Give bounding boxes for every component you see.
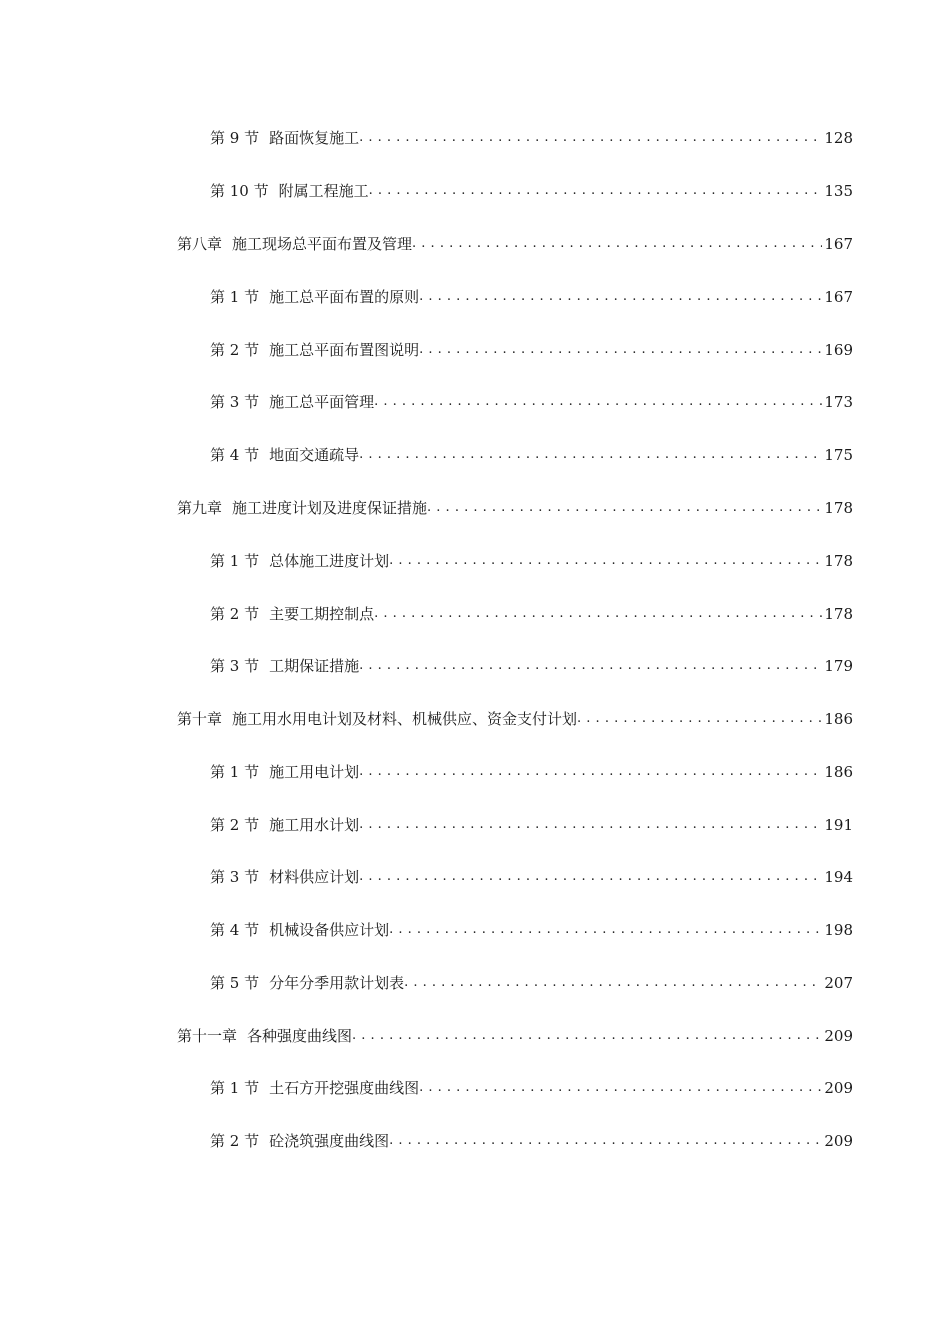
toc-entry-page: 209 [824, 1027, 853, 1045]
toc-entry-number: 第十一章 [177, 1027, 238, 1045]
toc-entry[interactable] [210, 758, 853, 782]
toc-entry-page: 209 [824, 1079, 853, 1097]
toc-entry-page: 135 [824, 182, 853, 200]
toc-entry[interactable] [210, 283, 853, 307]
toc-entry-page: 207 [824, 974, 853, 992]
toc-entry-page: 198 [824, 921, 853, 939]
toc-entry-page: 167 [824, 288, 853, 306]
toc-chapter-entry[interactable] [177, 230, 853, 254]
toc-entry-number: 第 1 节 [210, 552, 260, 570]
toc-entry-number: 第 4 节 [210, 921, 260, 939]
toc-entry-page: 179 [824, 657, 853, 675]
toc-entry-title: 施工总平面管理 [269, 393, 375, 411]
toc-entry-title: 地面交通疏导 [269, 446, 360, 464]
toc-entry[interactable] [210, 441, 853, 465]
toc-entry-number: 第 3 节 [210, 393, 260, 411]
toc-dot-leader [359, 815, 822, 835]
toc-entry-page: 128 [824, 129, 853, 147]
toc-dot-leader [419, 1078, 822, 1098]
toc-entry-number: 第 5 节 [210, 974, 260, 992]
toc-entry-page: 186 [824, 710, 853, 728]
toc-dot-leader [577, 709, 822, 729]
toc-chapter-entry[interactable] [177, 494, 853, 518]
toc-entry-number: 第八章 [177, 235, 223, 253]
toc-dot-leader [404, 973, 822, 993]
toc-dot-leader [389, 920, 822, 940]
toc-dot-leader [389, 551, 822, 571]
toc-entry-page: 175 [824, 446, 853, 464]
toc-entry-number: 第 3 节 [210, 657, 260, 675]
toc-entry-title: 机械设备供应计划 [269, 921, 390, 939]
toc-entry-page: 191 [824, 816, 853, 834]
toc-entry-page: 209 [824, 1132, 853, 1150]
toc-entry-title: 土石方开挖强度曲线图 [269, 1079, 420, 1097]
toc-entry-title: 路面恢复施工 [269, 129, 360, 147]
toc-chapter-entry[interactable] [177, 1022, 853, 1046]
toc-entry-title: 分年分季用款计划表 [269, 974, 405, 992]
toc-entry[interactable] [210, 1127, 853, 1151]
toc-entry-title: 施工用水计划 [269, 816, 360, 834]
toc-entry[interactable] [210, 969, 853, 993]
toc-entry-number: 第 2 节 [210, 341, 260, 359]
toc-chapter-entry[interactable] [177, 705, 853, 729]
toc-dot-leader [419, 340, 822, 360]
toc-entry-title: 施工现场总平面布置及管理 [232, 235, 413, 253]
toc-dot-leader [352, 1026, 822, 1046]
toc-entry-title: 施工用电计划 [269, 763, 360, 781]
toc-entry-number: 第 2 节 [210, 605, 260, 623]
toc-entry[interactable] [210, 177, 853, 201]
toc-entry-title: 施工用水用电计划及材料、机械供应、资金支付计划 [232, 710, 578, 728]
toc-dot-leader [359, 762, 822, 782]
toc-entry-page: 186 [824, 763, 853, 781]
toc-entry-title: 砼浇筑强度曲线图 [269, 1132, 390, 1150]
toc-entry-title: 工期保证措施 [269, 657, 360, 675]
toc-entry-number: 第 1 节 [210, 288, 260, 306]
toc-entry-number: 第九章 [177, 499, 223, 517]
toc-dot-leader [359, 128, 822, 148]
toc-entry-title: 主要工期控制点 [269, 605, 375, 623]
toc-dot-leader [412, 234, 822, 254]
toc-dot-leader [359, 867, 822, 887]
toc-dot-leader [369, 181, 823, 201]
toc-entry[interactable] [210, 811, 853, 835]
toc-entry[interactable] [210, 916, 853, 940]
toc-entry-number: 第 10 节 [210, 182, 269, 200]
toc-dot-leader [427, 498, 822, 518]
toc-entry-number: 第 1 节 [210, 763, 260, 781]
toc-dot-leader [359, 656, 822, 676]
toc-entry-page: 169 [824, 341, 853, 359]
toc-entry-number: 第 9 节 [210, 129, 260, 147]
toc-entry[interactable] [210, 652, 853, 676]
toc-dot-leader [419, 287, 822, 307]
toc-entry-page: 178 [824, 499, 853, 517]
toc-entry[interactable] [210, 388, 853, 412]
toc-entry[interactable] [210, 863, 853, 887]
toc-entry-page: 178 [824, 552, 853, 570]
toc-entry-page: 167 [824, 235, 853, 253]
toc-entry[interactable] [210, 336, 853, 360]
toc-entry[interactable] [210, 600, 853, 624]
toc-dot-leader [389, 1131, 822, 1151]
toc-entry-number: 第 2 节 [210, 1132, 260, 1150]
toc-entry-page: 194 [824, 868, 853, 886]
toc-entry-title: 各种强度曲线图 [247, 1027, 353, 1045]
toc-entry-number: 第 4 节 [210, 446, 260, 464]
toc-entry[interactable] [210, 124, 853, 148]
toc-entry-number: 第 2 节 [210, 816, 260, 834]
toc-entry-title: 施工进度计划及进度保证措施 [232, 499, 428, 517]
toc-entry[interactable] [210, 1074, 853, 1098]
toc-dot-leader [374, 392, 822, 412]
toc-entry-title: 总体施工进度计划 [269, 552, 390, 570]
toc-entry-page: 173 [824, 393, 853, 411]
toc-entry-title: 施工总平面布置图说明 [269, 341, 420, 359]
toc-entry-title: 材料供应计划 [269, 868, 360, 886]
toc-entry-number: 第十章 [177, 710, 223, 728]
toc-entry-title: 附属工程施工 [278, 182, 369, 200]
toc-dot-leader [359, 445, 822, 465]
toc-dot-leader [374, 604, 822, 624]
toc-entry[interactable] [210, 547, 853, 571]
toc-entry-number: 第 3 节 [210, 868, 260, 886]
toc-entry-number: 第 1 节 [210, 1079, 260, 1097]
toc-entry-title: 施工总平面布置的原则 [269, 288, 420, 306]
toc-entry-page: 178 [824, 605, 853, 623]
